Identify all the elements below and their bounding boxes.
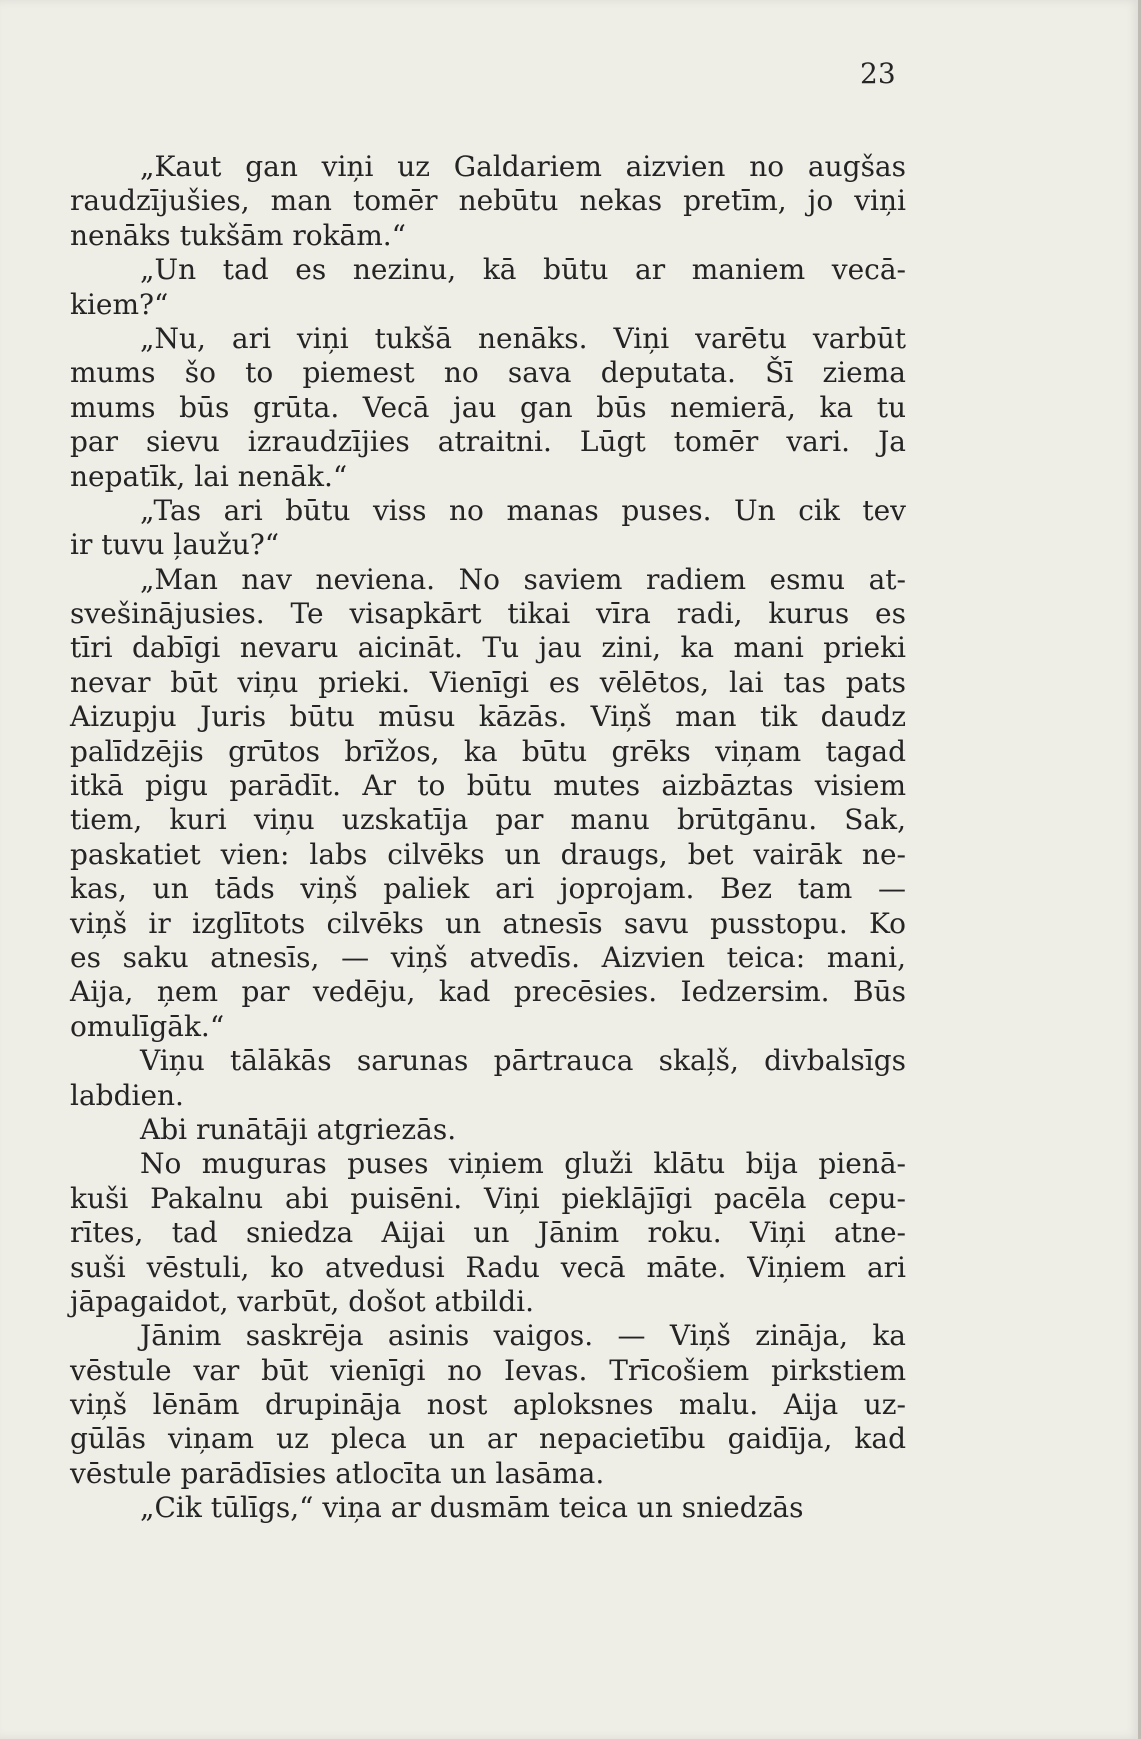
text-line: mums būs grūta. Vecā jau gan būs nemierā, ka tu — [70, 390, 906, 424]
text-line: nenāks tukšām rokām.“ — [70, 218, 406, 252]
paragraph — [70, 322, 906, 494]
text-line: „Tas ari būtu viss no manas puses. Un cik tev — [140, 493, 906, 527]
text-line: gūlās viņam uz pleca un ar nepacietību gaidīja, kad — [70, 1422, 906, 1456]
text-line: omulīgāk.“ — [70, 1009, 225, 1043]
text-line: „Kaut gan viņi uz Galdariem aizvien no augšas — [140, 150, 906, 183]
text-line: tiem, kuri viņu uzskatīja par manu brūtgānu. Sak, — [70, 803, 906, 837]
text-line: kuši Pakalnu abi puisēni. Viņi pieklājīgi pacēla cepu- — [70, 1181, 906, 1215]
text-line: Viņu tālākās sarunas pārtrauca skaļš, divbalsīgs — [140, 1044, 906, 1078]
text-line: itkā pigu parādīt. Ar to būtu mutes aizbāztas visiem — [70, 769, 906, 803]
text-line: Aizupju Juris būtu mūsu kāzās. Viņš man tik daudz — [70, 700, 906, 734]
text-line: kiem?“ — [70, 287, 169, 321]
text-line: raudzījušies, man tomēr nebūtu nekas pretīm, jo viņi — [70, 184, 906, 218]
page-number: 23 — [860, 57, 896, 90]
text-line: labdien. — [70, 1078, 184, 1112]
paragraph — [70, 1319, 906, 1491]
text-line: ir tuvu ļaužu?“ — [70, 528, 280, 562]
text-line: Aija, ņem par vedēju, kad precēsies. Iedzersim. Būs — [70, 975, 906, 1009]
text-line: nevar būt viņu prieki. Vienīgi es vēlētos, lai tas pats — [70, 665, 906, 699]
text-line: suši vēstuli, ko atvedusi Radu vecā māte. Viņiem ari — [70, 1250, 906, 1284]
text-line: palīdzējis grūtos brīžos, ka būtu grēks viņam tagad — [70, 734, 906, 768]
text-line: vēstule parādīsies atlocīta un lasāma. — [70, 1456, 605, 1490]
text-line: par sievu izraudzījies atraitni. Lūgt tomēr vari. Ja — [70, 425, 906, 459]
text-line: Jānim saskrēja asinis vaigos. — Viņš zināja, ka — [140, 1319, 906, 1353]
text-line: paskatiet vien: labs cilvēks un draugs, bet vairāk ne- — [70, 837, 906, 871]
text-line: viņš lēnām drupināja nost aploksnes malu. Aija uz- — [70, 1388, 906, 1422]
text-line: vēstule var būt vienīgi no Ievas. Trīcošiem pirkstiem — [70, 1353, 906, 1387]
text-line: svešinājusies. Te visapkārt tikai vīra radi, kurus es — [70, 597, 906, 631]
paragraph — [70, 150, 906, 253]
paragraph — [70, 1491, 906, 1525]
text-line: viņš ir izglītots cilvēks un atnesīs savu pusstopu. Ko — [70, 906, 906, 940]
paragraph — [70, 494, 906, 563]
text-line: „Un tad es nezinu, kā būtu ar maniem vecā- — [140, 253, 906, 287]
text-line: rītes, tad sniedza Aijai un Jānim roku. Viņi atne- — [70, 1216, 906, 1250]
paragraph — [70, 563, 906, 1044]
text-line: „Cik tūlīgs,“ viņa ar dusmām teica un sniedzās — [140, 1491, 804, 1525]
paragraph — [70, 1044, 906, 1113]
paragraph — [70, 1113, 906, 1147]
text-line: „Nu, ari viņi tukšā nenāks. Viņi varētu varbūt — [140, 321, 906, 355]
text-line: No muguras puses viņiem gluži klātu bija pienā- — [140, 1147, 906, 1181]
paragraph — [70, 1147, 906, 1319]
text-line: mums šo to piemest no sava deputata. Šī ziema — [70, 356, 906, 390]
text-line: jāpagaidot, varbūt, došot atbildi. — [70, 1284, 535, 1318]
paragraph — [70, 253, 906, 322]
body-text — [70, 150, 906, 1526]
text-line: Abi runātāji atgriezās. — [140, 1112, 457, 1146]
text-line: „Man nav neviena. No saviem radiem esmu at- — [140, 562, 906, 596]
text-line: es saku atnesīs, — viņš atvedīs. Aizvien teica: mani, — [70, 940, 906, 974]
text-line: nepatīk, lai nenāk.“ — [70, 459, 348, 493]
text-line: kas, un tāds viņš paliek ari joprojam. Bez tam — — [70, 872, 906, 906]
text-line: tīri dabīgi nevaru aicināt. Tu jau zini, ka mani prieki — [70, 631, 906, 665]
